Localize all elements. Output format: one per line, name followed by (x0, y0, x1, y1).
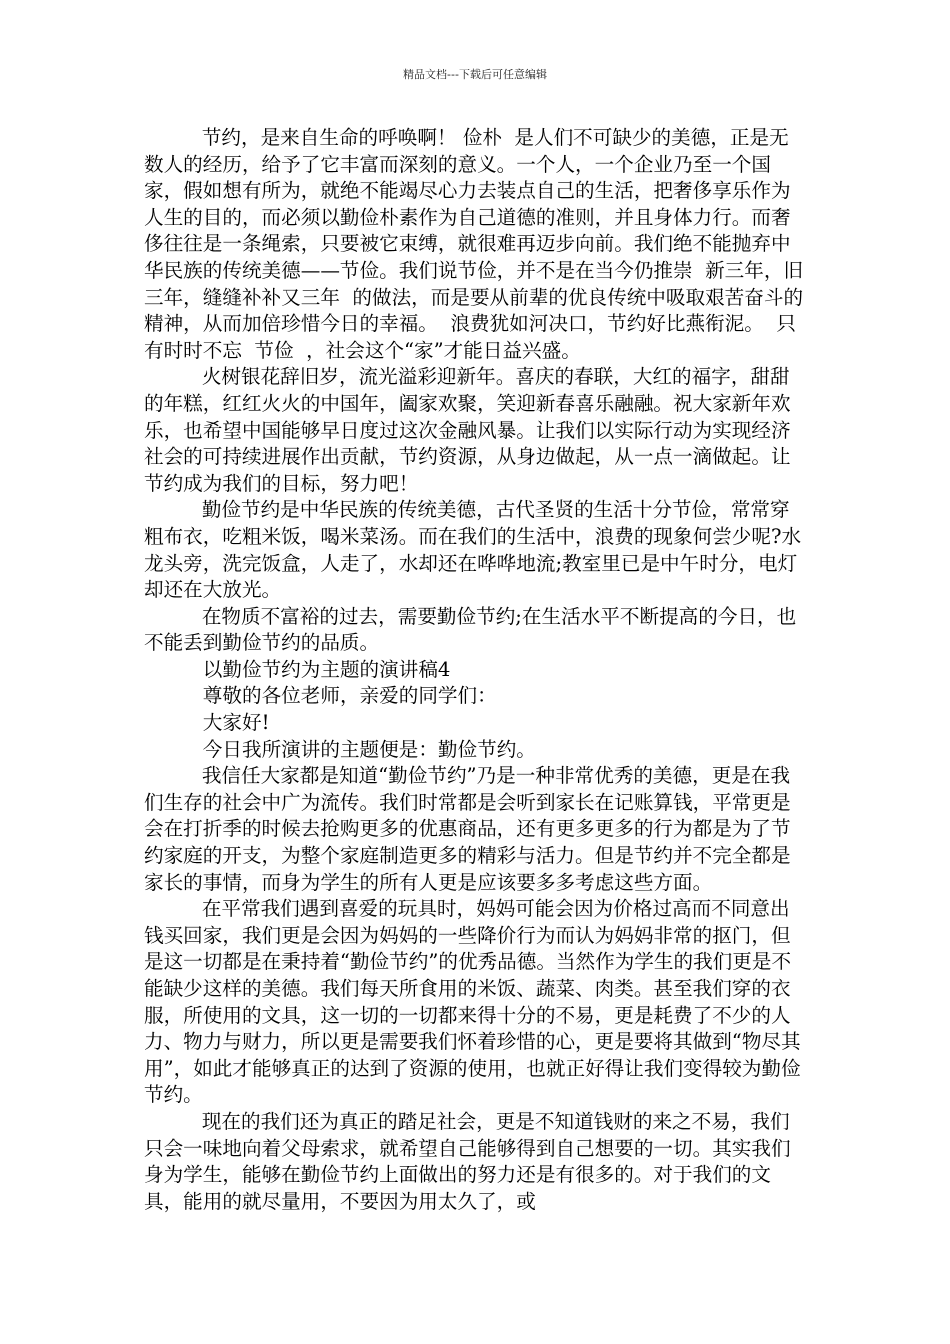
paragraph: 勤俭节约是中华民族的传统美德，古代圣贤的生活十分节俭，常常穿粗布衣，吃粗米饭，喝米菜汤。而在我们的生活中，浪费的现象何尝少呢?水龙头旁，洗完饭盒，人走了，水却还在哗哗地流;教室里已是中午时分，电灯却还在大放光。 (144, 498, 802, 602)
paragraph: 现在的我们还为真正的踏足社会，更是不知道钱财的来之不易，我们只会一味地向着父母索求，就希望自己能够得到自己想要的一切。其实我们身为学生，能够在勤俭节约上面做出的努力还是有很多的。对于我们的文具，能用的就尽量用，不要因为用太久了，或 (144, 1109, 791, 1213)
paragraph: 今日我所演讲的主题便是：勤俭节约。 (202, 737, 536, 761)
paragraph: 节约，是来自生命的呼唤啊！ 俭朴 是人们不可缺少的美德，正是无数人的经历，给予了它丰富而深刻的意义。一个人，一个企业乃至一个国家，假如想有所为，就绝不能竭尽心力去装点自己的生活，把奢侈享乐作为人生的目的，而必须以勤俭朴素作为自己道德的准则，并且身体力行。而奢侈往往是一条绳索，只要被它束缚，就很难再迈步向前。我们绝不能抛弃中华民族的传统美德——节俭。我们说节俭，并不是在当今仍推崇 新三年，旧三年，缝缝补补又三年 的做法，而是要从前辈的优良传统中吸取艰苦奋斗的精神，从而加倍珍惜今日的幸福。 浪费犹如河决口，节约好比燕衔泥。 只有时时不忘 节俭 ，社会这个“家”才能日益兴盛。 (144, 126, 804, 362)
paragraph: 我信任大家都是知道“勤俭节约”乃是一种非常优秀的美德，更是在我们生存的社会中广为流传。我们时常都是会听到家长在记账算钱，平常更是会在打折季的时候去抢购更多的优惠商品，还有更多更多的行为都是为了节约家庭的开支，为整个家庭制造更多的精彩与活力。但是节约并不完全都是家长的事情，而身为学生的所有人更是应该要多多考虑这些方面。 (144, 764, 791, 894)
page-header: 精品文档---下载后可任意编辑 (403, 68, 547, 81)
salutation: 尊敬的各位老师，亲爱的同学们： (202, 684, 497, 708)
paragraph: 在平常我们遇到喜爱的玩具时，妈妈可能会因为价格过高而不同意出钱买回家，我们更是会因为妈妈的一些降价行为而认为妈妈非常的抠门，但是这一切都是在秉持着“勤俭节约”的优秀品德。当然作为学生的我们更是不能缺少这样的美德。我们每天所食用的米饭、蔬菜、肉类。甚至我们穿的衣服，所使用的文具，这一切的一切都来得十分的不易，更是耗费了不少的人力、物力与财力，所以更是需要我们怀着珍惜的心，更是要将其做到“物尽其用”，如此才能够真正的达到了资源的使用，也就正好得让我们变得较为勤俭节约。 (144, 897, 801, 1107)
document-body (144, 125, 806, 1215)
paragraph: 火树银花辞旧岁，流光溢彩迎新年。喜庆的春联，大红的福字，甜甜的年糕，红红火火的中国年，阖家欢聚，笑迎新春喜乐融融。祝大家新年欢乐，也希望中国能够早日度过这次金融风暴。让我们以实际行动为实现经济社会的可持续进展作出贡献，节约资源，从身边做起，从一点一滴做起。让节约成为我们的目标，努力吧！ (144, 365, 791, 495)
speech-title: 以勤俭节约为主题的演讲稿4 (202, 657, 451, 681)
greeting: 大家好! (202, 711, 270, 735)
paragraph: 在物质不富裕的过去，需要勤俭节约;在生活水平不断提高的今日，也不能丢到勤俭节约的品质。 (144, 604, 797, 655)
